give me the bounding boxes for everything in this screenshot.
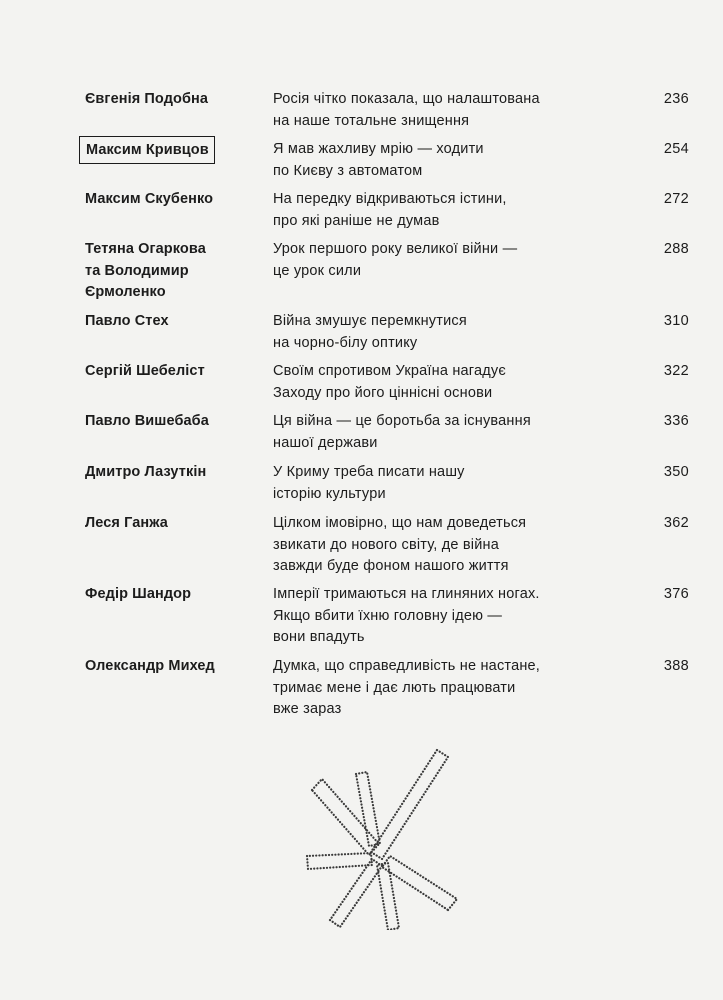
entry-page-number: 254 bbox=[663, 141, 689, 157]
entry-title: Війна змушує перемкнутися на чорно-білу оптику bbox=[273, 313, 467, 351]
entry-author: Тетяна Огаркова та Володимир Єрмоленко bbox=[85, 241, 206, 300]
entry-author: Павло Вишебаба bbox=[85, 413, 209, 429]
entry-title: На передку відкриваються істини, про які раніше не думав bbox=[273, 191, 507, 229]
entry-page-number: 236 bbox=[663, 91, 689, 107]
entry-title: Ця війна — це боротьба за існування нашої держави bbox=[273, 413, 531, 451]
entry-page-number: 288 bbox=[663, 241, 689, 257]
entry-title: Своїм спротивом Україна нагадує Заходу про його ціннісні основи bbox=[273, 363, 506, 401]
entry-author: Олександр Михед bbox=[85, 658, 215, 674]
entry-title: Урок першого року великої війни — це урок сили bbox=[273, 241, 518, 279]
entry-page-number: 350 bbox=[663, 464, 689, 480]
entry-title: Цілком імовірно, що нам доведеться звикати до нового світу, де війна завжди буде фоном нашого життя bbox=[273, 515, 527, 574]
entry-author: Максим Скубенко bbox=[85, 191, 214, 207]
entry-author: Сергій Шебеліст bbox=[85, 363, 205, 379]
entry-page-number: 336 bbox=[663, 413, 689, 429]
entry-title: Думка, що справедливість не настане, тримає мене і дає лють працювати вже зараз bbox=[273, 658, 541, 717]
entry-title: Росія чітко показала, що налаштована на наше тотальне знищення bbox=[273, 91, 540, 129]
toc-entry-11 bbox=[0, 656, 723, 722]
entry-title: Імперії тримаються на глиняних ногах. Якщо вбити їхню головну ідею — вони впадуть bbox=[273, 586, 540, 645]
entry-author: Євгенія Подобна bbox=[85, 91, 209, 107]
entry-author: Дмитро Лазуткін bbox=[85, 464, 207, 480]
entry-page-number: 388 bbox=[663, 658, 689, 674]
toc-entry-9 bbox=[0, 513, 723, 579]
toc-entry-4 bbox=[0, 239, 723, 305]
entry-author: Леся Ганжа bbox=[85, 515, 168, 531]
entry-title: У Криму треба писати нашу історію культури bbox=[273, 464, 465, 502]
entry-author-highlighted: Максим Кривцов bbox=[79, 136, 215, 164]
entry-page-number: 362 bbox=[663, 515, 689, 531]
entry-author: Федір Шандор bbox=[85, 586, 192, 602]
entry-page-number: 322 bbox=[663, 363, 689, 379]
entry-title: Я мав жахливу мрію — ходити по Києву з автоматом bbox=[273, 141, 484, 179]
entry-page-number: 272 bbox=[663, 191, 689, 207]
dotted-asterisk-ornament-icon bbox=[300, 745, 470, 930]
toc-entry-10 bbox=[0, 584, 723, 650]
entry-page-number: 310 bbox=[663, 313, 689, 329]
entry-author: Павло Стех bbox=[85, 313, 169, 329]
entry-page-number: 376 bbox=[663, 586, 689, 602]
